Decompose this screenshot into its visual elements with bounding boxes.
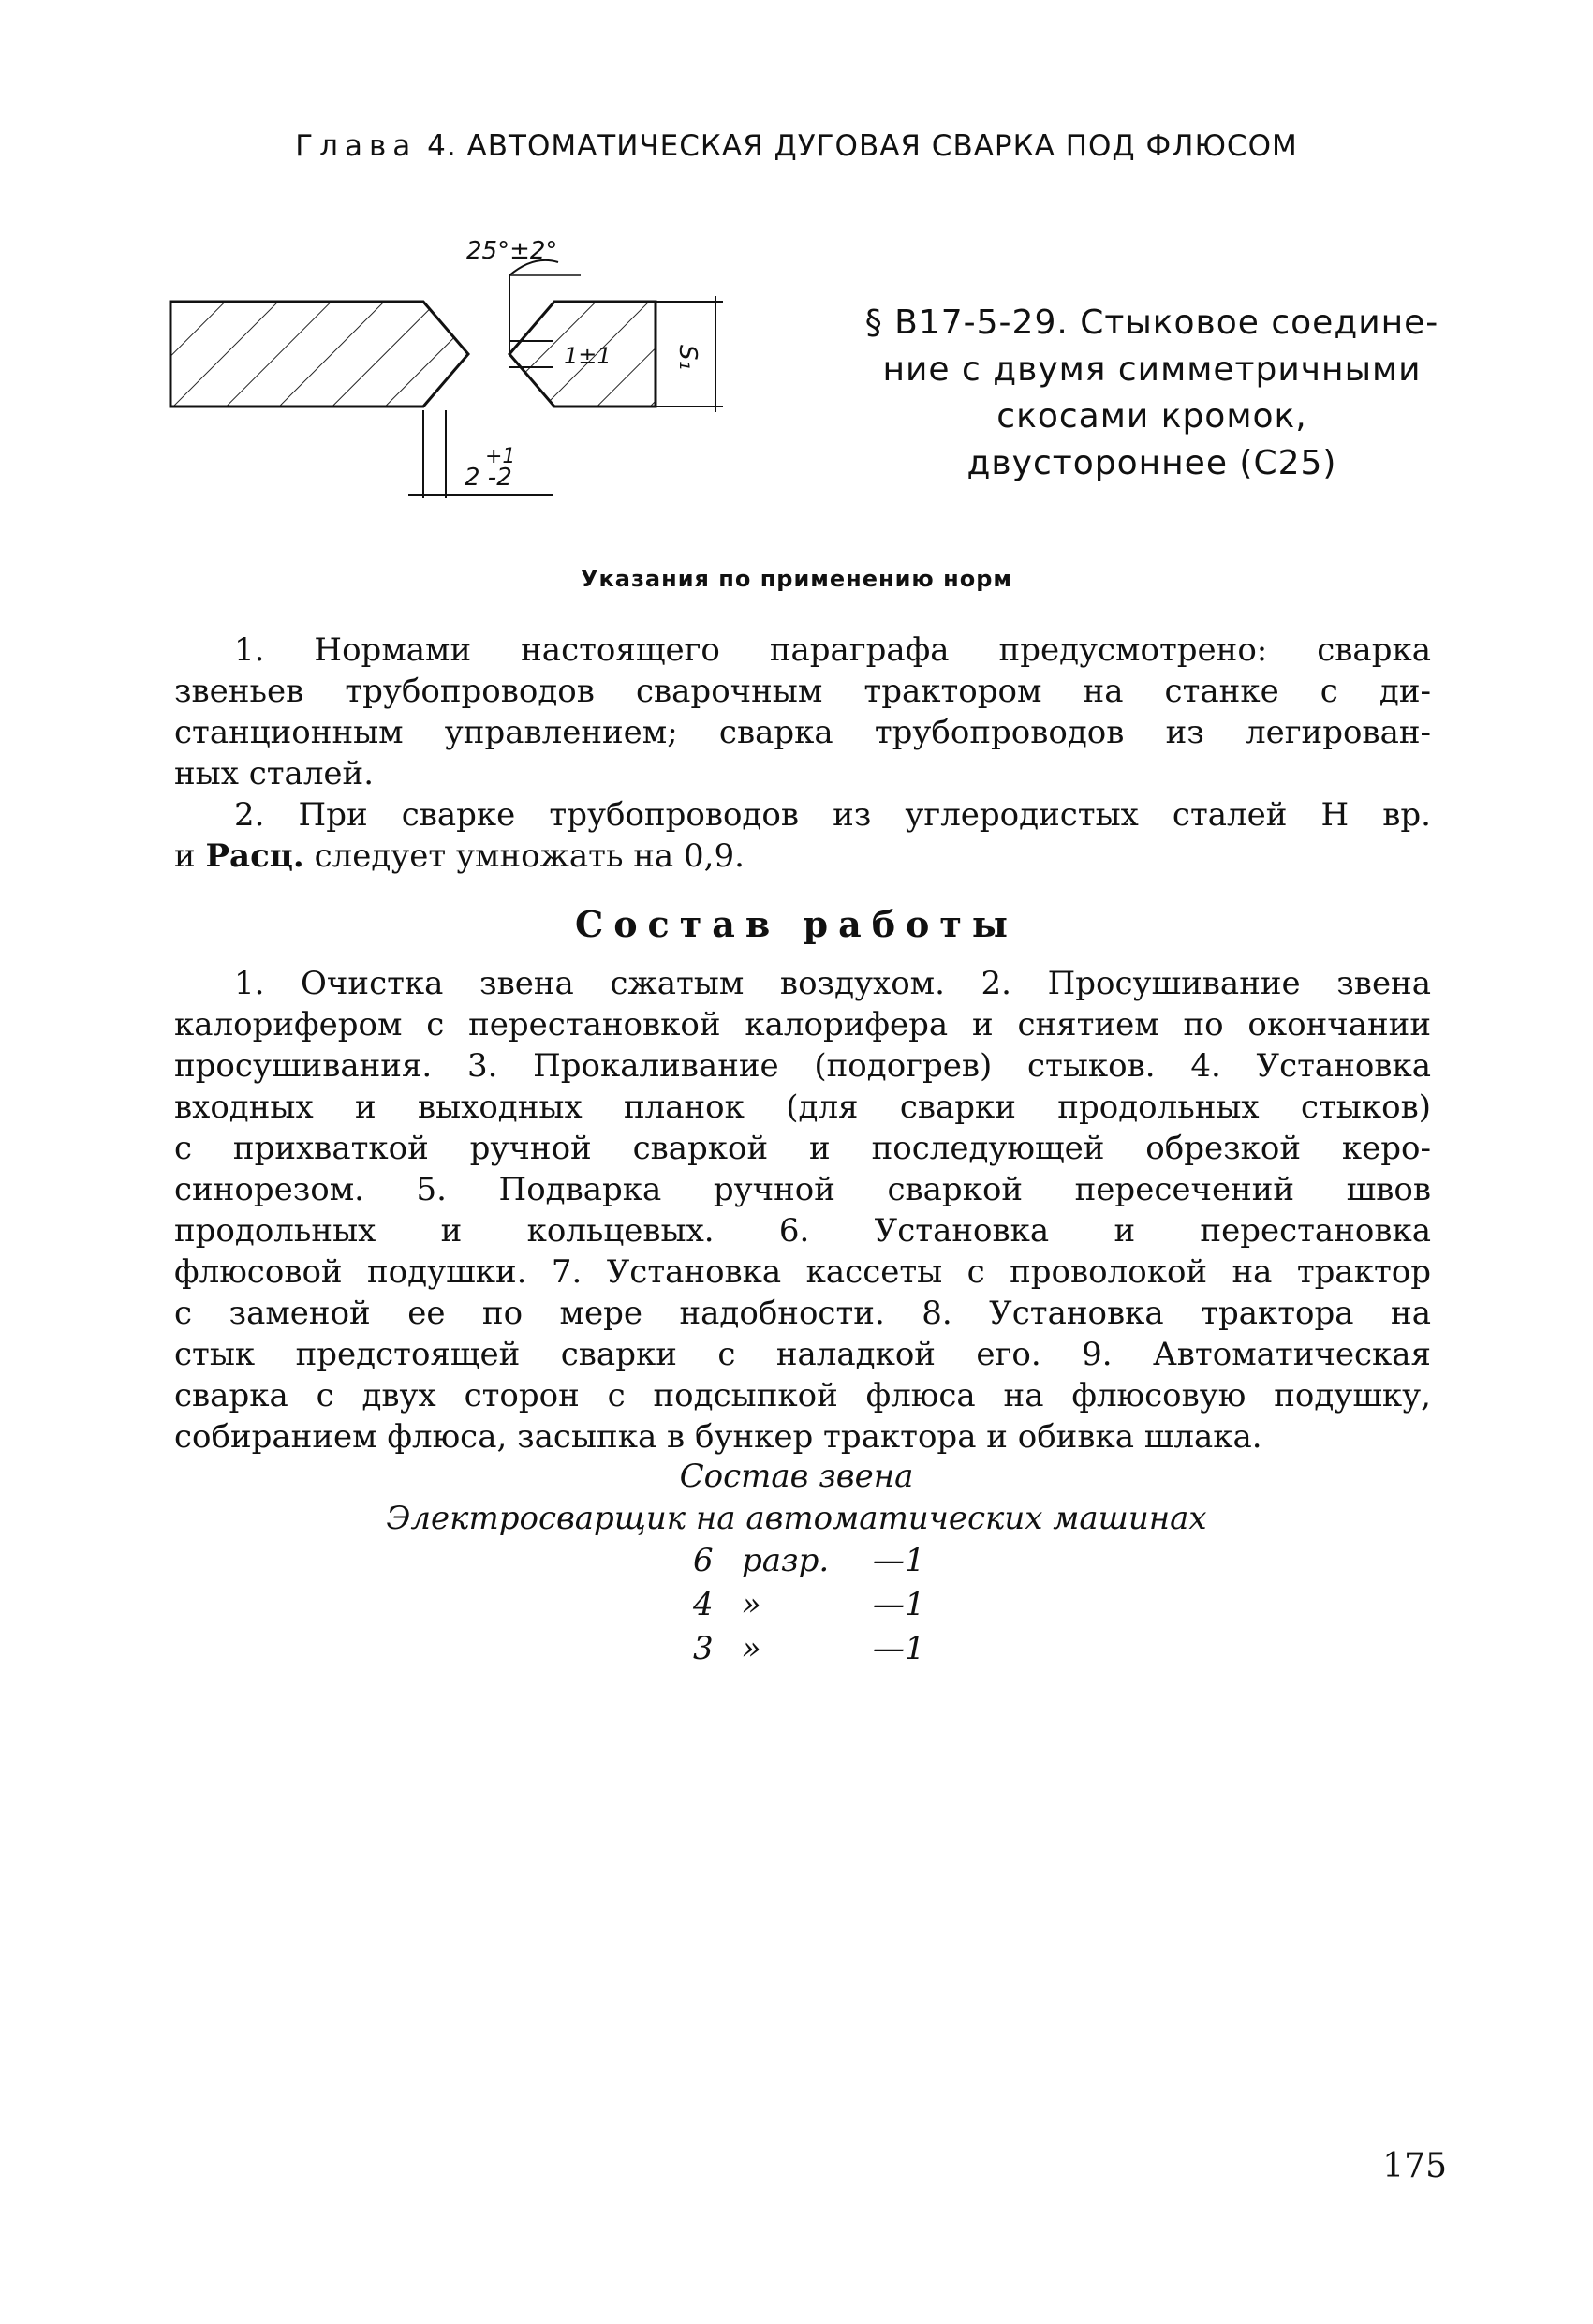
text-line: входных и выходных планок (для сварки продольных стыков) [174, 1088, 1431, 1126]
text-line: синорезом. 5. Подварка ручной сваркой пересечений швов [174, 1171, 1431, 1208]
text-line: стык предстоящей сварки с наладкой его. 9. Автоматическая [174, 1336, 1431, 1373]
text-line: 2. При сварке трубопроводов из углеродистых сталей Н вр. [234, 796, 1431, 834]
section-title-line: ние с двумя симметричными [882, 350, 1422, 389]
crew-count: —1 [873, 1542, 925, 1579]
instruction-item-2 [174, 794, 1431, 877]
text-line: звеньев трубопроводов сварочным трактором на станке с ди- [174, 673, 1431, 710]
page-number: 175 [1382, 2147, 1447, 2185]
crew-count: —1 [873, 1586, 925, 1623]
running-head [0, 129, 1593, 163]
text-line: с прихваткой ручной сваркой и последующей обрезкой керо- [174, 1130, 1431, 1167]
crew-title: Электросварщик на автоматических машинах [386, 1500, 1207, 1537]
text-line [174, 836, 1431, 877]
thickness-label: S₁ [673, 345, 701, 370]
text-line: 1. Нормами настоящего параграфа предусмотрено: сварка [234, 631, 1431, 669]
gap-tolerance-label: +1 [485, 445, 516, 468]
crew-row [693, 1539, 974, 1583]
text-line: флюсовой подушки. 7. Установка кассеты с проволокой на трактор [174, 1253, 1431, 1291]
instruction-item-1 [174, 629, 1431, 794]
text-fragment: следует умножать на 0,9. [314, 837, 745, 875]
text-line: продольных и кольцевых. 6. Установка и перестановка [174, 1212, 1431, 1250]
text-line: станционным управлением; сварка трубопроводов из легирован- [174, 714, 1431, 751]
work-heading: Состав работы [574, 903, 1019, 945]
text-line: собиранием флюса, засыпка в бункер трактора и обивка шлака. [174, 1418, 1262, 1456]
text-fragment: и [174, 837, 196, 875]
text-line: с заменой ее по мере надобности. 8. Установка трактора на [174, 1295, 1431, 1332]
crew-list [693, 1539, 974, 1671]
work-description [174, 963, 1431, 1458]
section-title [805, 300, 1498, 487]
instructions-heading: Указания по применению норм [580, 566, 1012, 592]
text-line: калорифером с перестановкой калорифера и снятием по окончании [174, 1006, 1431, 1044]
gap-label: 2 -2 [465, 464, 512, 492]
section-title-line: § В17-5-29. Стыковое соедине- [864, 303, 1439, 342]
crew-heading: Состав звена [679, 1458, 914, 1495]
text-line: просушивания. 3. Прокаливание (подогрев) стыков. 4. Установка [174, 1047, 1431, 1085]
section-title-line: скосами кромок, [996, 397, 1307, 436]
text-line: сварка с двух сторон с подсыпкой флюса на флюсовую подушку, [174, 1377, 1431, 1414]
crew-rank: 3 [693, 1630, 714, 1667]
weld-joint-figure [150, 217, 749, 517]
crew-rank: 6 [693, 1542, 714, 1579]
crew-count: —1 [873, 1630, 925, 1667]
text-line: ных сталей. [174, 755, 375, 792]
chapter-word: Глава [295, 129, 418, 163]
crew-grade: разр. [742, 1542, 830, 1579]
rate-abbreviation: Расц. [205, 837, 304, 875]
left-plate [170, 302, 468, 407]
angle-label: 25°±2° [466, 237, 558, 265]
section-title-line: двустороннее (С25) [966, 444, 1337, 482]
chapter-title: 4. АВТОМАТИЧЕСКАЯ ДУГОВАЯ СВАРКА ПОД ФЛЮСОМ [427, 129, 1298, 163]
crew-grade: » [742, 1586, 761, 1623]
crew-row [693, 1627, 974, 1671]
crew-rank: 4 [693, 1586, 714, 1623]
crew-grade: » [742, 1630, 761, 1667]
crew-row [693, 1583, 974, 1627]
text-line: 1. Очистка звена сжатым воздухом. 2. Просушивание звена [234, 965, 1431, 1002]
root-face-label: 1±1 [564, 343, 612, 369]
